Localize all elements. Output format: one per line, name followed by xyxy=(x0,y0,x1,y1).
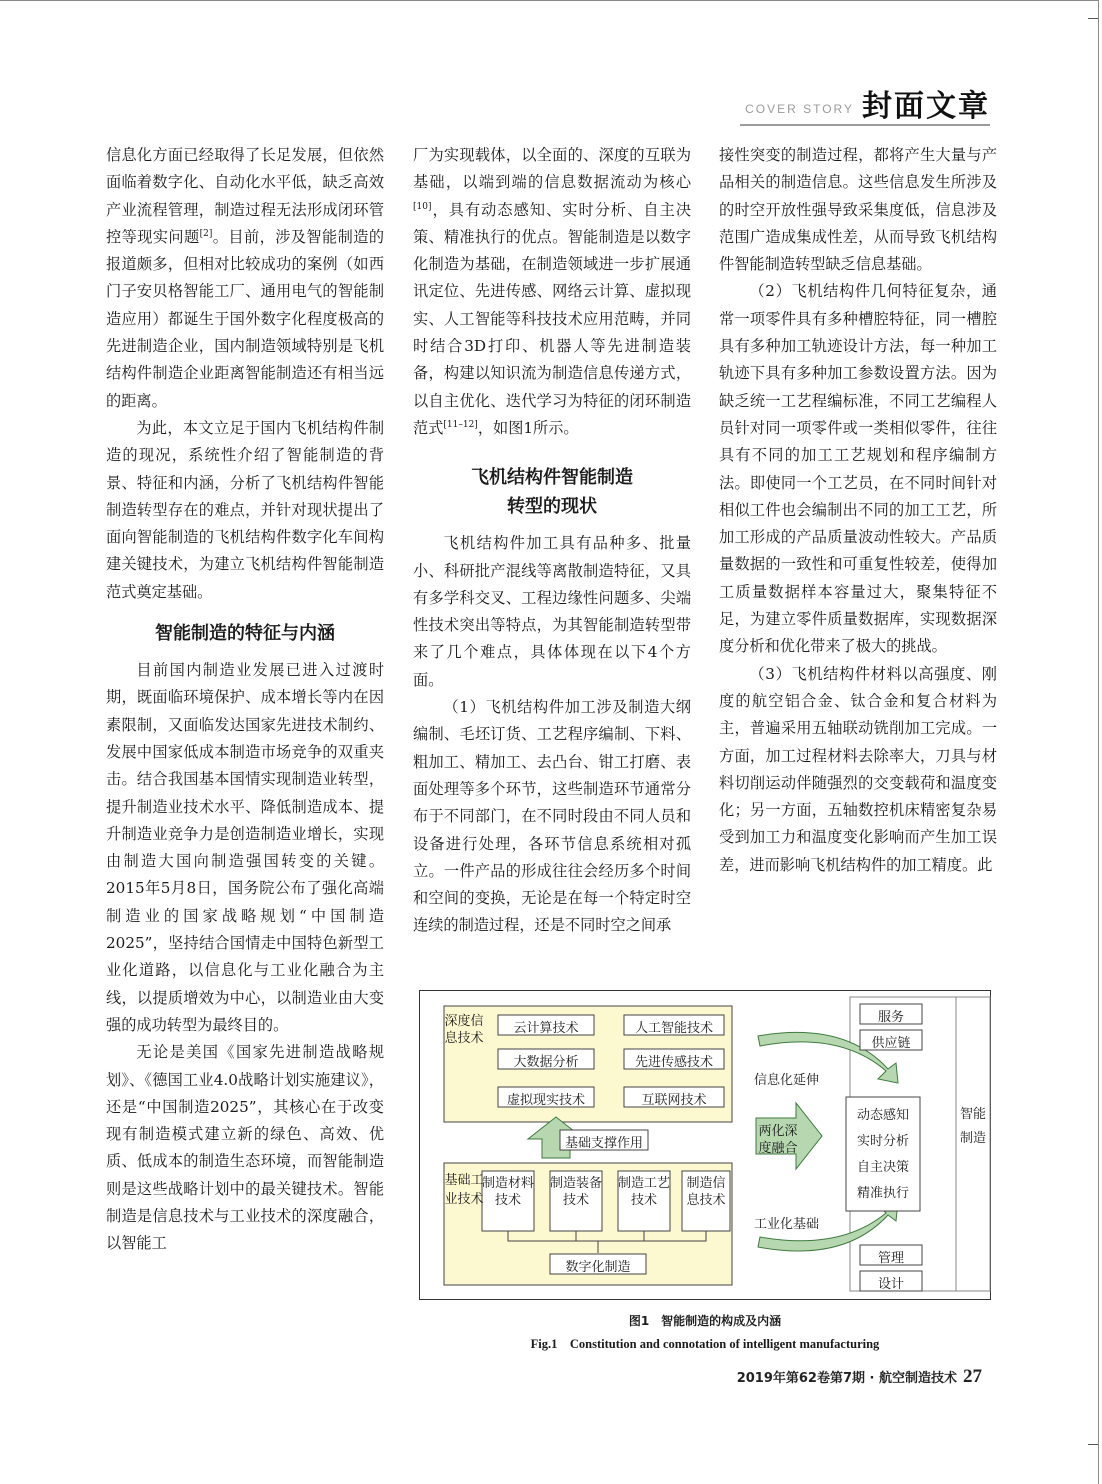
paragraph: 无论是美国《国家先进制造战略规划》、《德国工业4.0战略计划实施建议》，还是“中国制造2025”，其核心在于改变现有制造模式建立新的绿色、高效、优质、低成本的制造生态环境，而智能制造则是这些战略计划中的最关键技术。智能制造是信息技术与工业技术的深度融合，以智能工 xyxy=(106,1043,384,1253)
supply-chain-box: 供应链 xyxy=(871,1036,911,1051)
journal-issue: 2019年第62卷第7期 · 航空制造技术 xyxy=(736,1371,957,1386)
paragraph: 接性突变的制造过程，都将产生大量与产品相关的制造信息。这些信息发生所涉及的时空开放性强导致采集度低，信息涉及范围广造成集成性差，从而导致飞机结构件智能制造转型缺乏信息基础。 xyxy=(719,146,997,274)
page-top-rule xyxy=(0,0,1098,1)
capability: 实时分析 xyxy=(856,1134,909,1149)
text-column-1 xyxy=(106,142,384,1258)
info-item: 人工智能技术 xyxy=(634,1021,713,1036)
running-header xyxy=(745,78,990,122)
smart-manufacturing-label: 智能制造 xyxy=(959,1107,986,1146)
info-item: 云计算技术 xyxy=(513,1021,579,1036)
text-column-3 xyxy=(719,142,997,879)
page-number: 27 xyxy=(963,1366,982,1387)
page-right-rule xyxy=(1098,0,1099,1484)
citation: [11–12] xyxy=(443,419,478,430)
info-item: 先进传感技术 xyxy=(634,1055,713,1070)
section-heading: 飞机结构件智能制造 转型的现状 xyxy=(471,467,633,518)
section-heading: 智能制造的特征与内涵 xyxy=(155,623,335,645)
figure-caption-en: Fig.1 Constitution and connotation of intelligent manufacturing xyxy=(530,1337,880,1351)
support-label: 基础支撑作用 xyxy=(564,1136,643,1151)
industry-item: 制造装备技术 xyxy=(550,1176,603,1208)
paragraph: （2）飞机结构件几何特征复杂，通常一项零件具有多种槽腔特征，同一槽腔具有多种加工轨迹设计方法，每一种加工轨迹下具有多种加工参数设置方法。因为缺乏统一工艺程编标准，不同工艺编程人员针对同一项零件或一类相似零件，往往具有不同的加工工艺规划和程序编制方法。即使同一个工艺员，在不同时间针对相似工件也会编制出不同的加工工艺，所加工形成的产品质量波动性较大。产品质量数据的一致性和可重复性较差，使得加工质量数据样本容量过大，聚集特征不足，为建立零件质量数据库，实现数据深度分析和优化带来了极大的挑战。 xyxy=(719,282,997,656)
industrial-base-label: 工业化基础 xyxy=(754,1217,820,1232)
industry-item: 制造信息技术 xyxy=(686,1176,726,1208)
design-box: 设计 xyxy=(877,1277,904,1292)
info-item: 大数据分析 xyxy=(513,1055,579,1070)
digital-manufacturing: 数字化制造 xyxy=(565,1260,631,1275)
info-item: 虚拟现实技术 xyxy=(506,1093,585,1108)
industry-tech-label: 基础工业技术 xyxy=(444,1173,484,1207)
info-extend-label: 信息化延伸 xyxy=(754,1073,820,1088)
citation: [2] xyxy=(199,228,213,239)
fusion-label: 两化深度融合 xyxy=(758,1124,798,1156)
industry-item: 制造材料技术 xyxy=(482,1176,535,1208)
management-box: 管理 xyxy=(877,1251,904,1266)
paragraph: 为此，本文立足于国内飞机结构件制造的现况，系统性介绍了智能制造的背景、特征和内涵，分析了飞机结构件智能制造转型存在的难点，并针对现状提出了面向智能制造的飞机结构件数字化车间构建关键技术，为建立飞机结构件智能制造范式奠定基础。 xyxy=(106,418,384,601)
paragraph: 目前国内制造业发展已进入过渡时期，既面临环境保护、成本增长等内在因素限制，又面临发达国家先进技术制约、发展中国家低成本制造市场竞争的双重夹击。结合我国基本国情实现制造业转型，提升制造业技术水平、降低制造成本、提升制造业竞争力是创造制造业增长，实现由制造大国向制造强国转变的关键。2015年5月8日，国务院公布了强化高端制造业的国家战略规划“中国制造2025”，坚持结合国情走中国特色新型工业化道路，以信息化与工业化融合为主线，以提质增效为中心，以制造业由大变强的成功转型为最终目的。 xyxy=(106,661,384,1034)
page-footer xyxy=(737,1366,982,1388)
figure-1 xyxy=(419,990,991,1300)
capability: 动态感知 xyxy=(856,1108,909,1123)
figure-caption-cn: 图1 智能制造的构成及内涵 xyxy=(628,1314,782,1328)
paragraph: （1）飞机结构件加工涉及制造大纲编制、毛坯订货、工艺程序编制、下料、粗加工、精加工、去凸台、钳工打磨、表面处理等多个环节，这些制造环节通常分布于不同部门，在不同时段由不同人员和设备进行处理，各环节信息系统相对孤立。一件产品的形成往往会经历多个时间和空间的变换，无论是在每一个特定时空连续的制造过程，还是不同时空之间承 xyxy=(413,698,691,935)
text-column-2 xyxy=(413,142,691,940)
paragraph: 厂为实现载体，以全面的、深度的互联为基础，以端到端的信息数据流动为核心[10]，具有动态感知、实时分析、自主决策、精准执行的优点。智能制造是以数字化制造为基础，在制造领域进一步扩展通讯定位、先进传感、网络云计算、虚拟现实、人工智能等科技技术应用范畴，并同时结合3D打印、机器人等先进制造装备，构建以知识流为制造信息传递方式，以自主优化、迭代学习为特征的闭环制造范式[11–12]，如图1所示。 xyxy=(413,146,691,437)
paragraph: （3）飞机结构件材料以高强度、刚度的航空铝合金、钛合金和复合材料为主，普遍采用五轴联动铣削加工完成。一方面，加工过程材料去除率大，刀具与材料切削运动伴随强烈的交变载荷和温度变化；另一方面，五轴数控机床精密复杂易受到加工力和温度变化影响而产生加工误差，进而影响飞机结构件的加工精度。此 xyxy=(719,664,997,874)
citation: [10] xyxy=(413,201,432,212)
info-tech-label: 深度信息技术 xyxy=(444,1014,484,1046)
capability: 自主决策 xyxy=(856,1160,909,1175)
capability: 精准执行 xyxy=(856,1186,909,1201)
crop-mark xyxy=(1088,1444,1098,1445)
service-box: 服务 xyxy=(877,1010,904,1025)
header-rule xyxy=(740,124,990,126)
industry-item: 制造工艺技术 xyxy=(618,1176,671,1208)
info-item: 互联网技术 xyxy=(641,1093,707,1108)
capabilities-box xyxy=(846,1103,920,1207)
crop-mark xyxy=(1088,18,1098,19)
header-english: COVER STORY xyxy=(745,102,854,116)
paragraph: 飞机结构件加工具有品种多、批量小、科研批产混线等离散制造特征，又具有多学科交叉、工程边缘性问题多、尖端性技术突出等特点，为其智能制造转型带来了几个难点，具体体现在以下4个方面。 xyxy=(413,534,691,689)
paragraph: 信息化方面已经取得了长足发展，但依然面临着数字化、自动化水平低，缺乏高效产业流程管理，制造过程无法形成闭环管控等现实问题[2]。目前，涉及智能制造的报道颇多，但相对比较成功的案例（如西门子安贝格智能工厂、通用电气的智能制造应用）都诞生于国外数字化程度极高的先进制造企业，国内制造领域特别是飞机结构件制造企业距离智能制造还有相当远的距离。 xyxy=(106,146,385,410)
header-chinese: 封面文章 xyxy=(862,89,990,124)
